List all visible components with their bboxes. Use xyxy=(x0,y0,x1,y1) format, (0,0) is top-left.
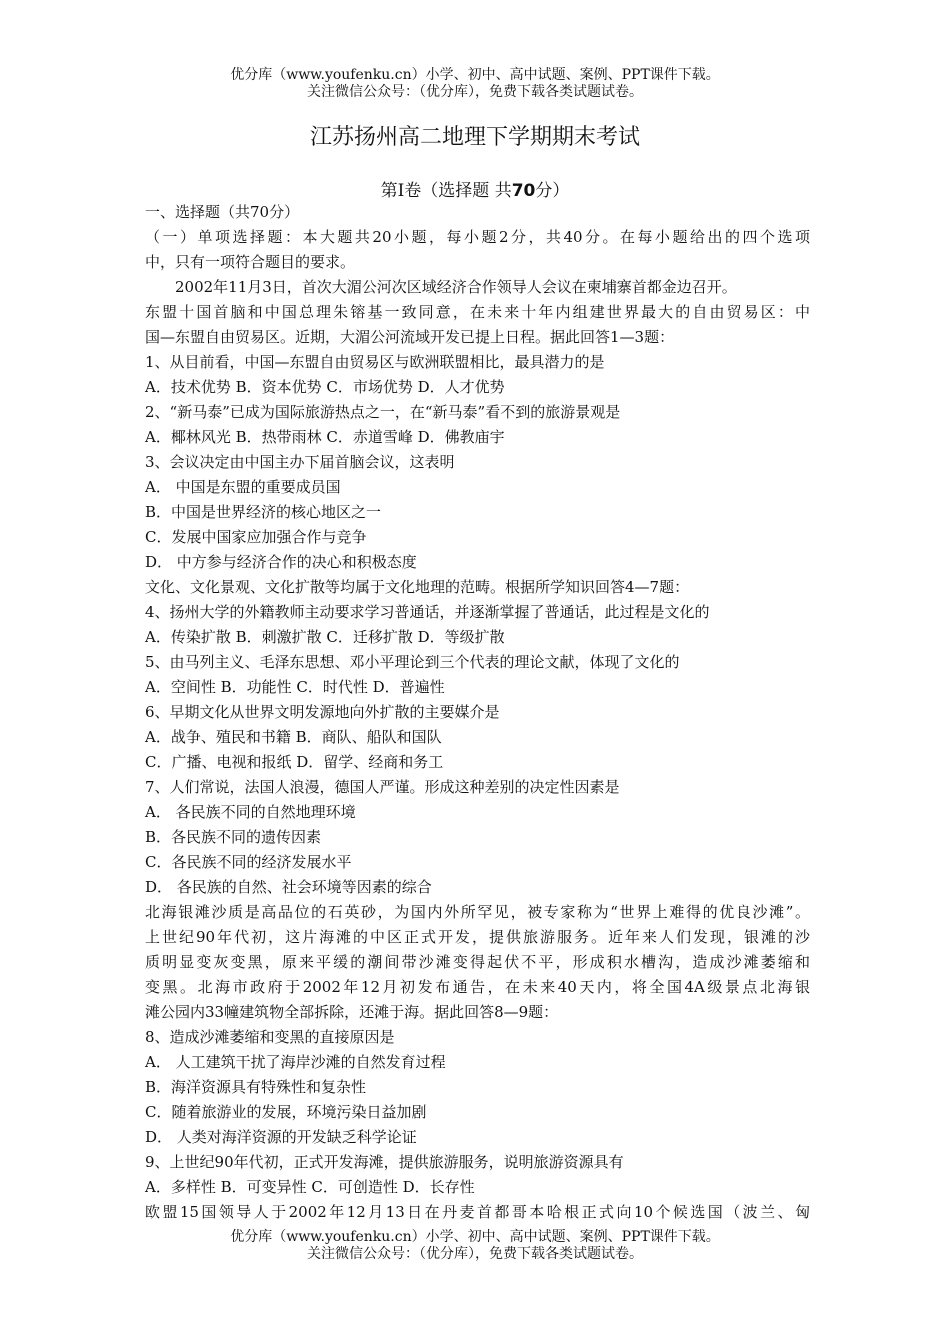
answer-options: A．技术优势 B．资本优势 C．市场优势 D．人才优势 xyxy=(145,378,505,396)
text-line: 变黑。北海市政府于2002年12月初发布通告，在未来40天内，将全国4A级景点北海银 xyxy=(145,978,810,996)
text-line: 欧盟15国领导人于2002年12月13日在丹麦首都哥本哈根正式向10个候选国（波兰、匈 xyxy=(145,1203,810,1221)
text-line: 一、选择题（共70分） xyxy=(145,203,300,221)
question-stem: 9、上世纪90年代初，正式开发海滩，提供旅游服务，说明旅游资源具有 xyxy=(145,1153,624,1171)
answer-option: B．中国是世界经济的核心地区之一 xyxy=(145,503,382,521)
text-line: 上世纪90年代初，这片海滩的中区正式开发，提供旅游服务。近年来人们发现，银滩的沙 xyxy=(145,928,810,946)
answer-option: C．各民族不同的经济发展水平 xyxy=(145,853,352,871)
page-header xyxy=(0,67,950,101)
answer-options: A．椰林风光 B．热带雨林 C．赤道雪峰 D．佛教庙宇 xyxy=(145,428,505,446)
answer-option: B．海洋资源具有特殊性和复杂性 xyxy=(145,1078,367,1096)
answer-options: A．空间性 B．功能性 C．时代性 D．普遍性 xyxy=(145,678,445,696)
header-line-1: 优分库（www.youfenku.cn）小学、初中、高中试题、案例、PPT课件下载。 xyxy=(230,67,720,83)
question-stem: 2、“新马泰”已成为国际旅游热点之一，在“新马泰”看不到的旅游景观是 xyxy=(145,403,621,421)
document-body xyxy=(145,200,810,1225)
footer-line-2: 关注微信公众号：（优分库），免费下载各类试题试卷。 xyxy=(307,1246,643,1262)
text-line: 东盟十国首脑和中国总理朱镕基一致同意，在未来十年内组建世界最大的自由贸易区：中 xyxy=(145,303,810,321)
answer-option: D． 中方参与经济合作的决心和积极态度 xyxy=(145,553,417,571)
question-stem: 1、从目前看，中国—东盟自由贸易区与欧洲联盟相比，最具潜力的是 xyxy=(145,353,605,371)
section-title xyxy=(0,176,950,201)
answer-options: A．传染扩散 B．刺激扩散 C．迁移扩散 D．等级扩散 xyxy=(145,628,505,646)
answer-option: D． 各民族的自然、社会环境等因素的综合 xyxy=(145,878,432,896)
section-title-prefix: 第Ⅰ卷（选择题 共 xyxy=(380,181,512,201)
question-stem: 7、人们常说，法国人浪漫，德国人严谨。形成这种差别的决定性因素是 xyxy=(145,778,620,796)
answer-option: B．各民族不同的遗传因素 xyxy=(145,828,322,846)
page-title: 江苏扬州高二地理下学期期末考试 xyxy=(309,125,640,150)
question-stem: 8、造成沙滩萎缩和变黑的直接原因是 xyxy=(145,1028,395,1046)
text-line: 2002年11月3日，首次大湄公河次区域经济合作领导人会议在柬埔寨首都金边召开。 xyxy=(175,278,737,296)
footer-line-1: 优分库（www.youfenku.cn）小学、初中、高中试题、案例、PPT课件下载。 xyxy=(230,1229,720,1245)
question-stem: 5、由马列主义、毛泽东思想、邓小平理论到三个代表的理论文献，体现了文化的 xyxy=(145,653,680,671)
text-line: 滩公园内33幢建筑物全部拆除，还滩于海。据此回答8—9题： xyxy=(145,1003,559,1021)
text-line: 国—东盟自由贸易区。近期，大湄公河流域开发已提上日程。据此回答1—3题： xyxy=(145,328,675,346)
text-line: 北海银滩沙质是高品位的石英砂，为国内外所罕见，被专家称为“世界上难得的优良沙滩”。 xyxy=(145,903,810,921)
answer-option: A． 各民族不同的自然地理环境 xyxy=(145,803,356,821)
text-line: 中，只有一项符合题目的要求。 xyxy=(145,253,356,271)
answer-option: A． 人工建筑干扰了海岸沙滩的自然发育过程 xyxy=(145,1053,446,1071)
question-stem: 3、会议决定由中国主办下届首脑会议，这表明 xyxy=(145,453,455,471)
answer-option: D． 人类对海洋资源的开发缺乏科学论证 xyxy=(145,1128,417,1146)
answer-option: C．随着旅游业的发展，环境污染日益加剧 xyxy=(145,1103,427,1121)
question-stem: 6、早期文化从世界文明发源地向外扩散的主要媒介是 xyxy=(145,703,500,721)
text-line: 文化、文化景观、文化扩散等均属于文化地理的范畴。根据所学知识回答4—7题： xyxy=(145,578,690,596)
answer-options: A．战争、殖民和书籍 B．商队、船队和国队 xyxy=(145,728,442,746)
answer-option: A． 中国是东盟的重要成员国 xyxy=(145,478,341,496)
answer-options: A．多样性 B．可变异性 C．可创造性 D．长存性 xyxy=(145,1178,475,1196)
text-line: 质明显变灰变黑，原来平缓的潮间带沙滩变得起伏不平，形成积水槽沟，造成沙滩萎缩和 xyxy=(145,953,810,971)
section-title-score: 70 xyxy=(511,181,536,201)
question-stem: 4、扬州大学的外籍教师主动要求学习普通话，并逐渐掌握了普通话，此过程是文化的 xyxy=(145,603,710,621)
text-line: （一）单项选择题：本大题共20小题，每小题2分，共40分。在每小题给出的四个选项 xyxy=(145,228,810,246)
answer-option: C．发展中国家应加强合作与竞争 xyxy=(145,528,367,546)
header-line-2: 关注微信公众号：（优分库），免费下载各类试题试卷。 xyxy=(307,84,643,100)
answer-options: C．广播、电视和报纸 D．留学、经商和务工 xyxy=(145,753,444,771)
section-title-suffix: 分） xyxy=(535,181,570,201)
page-footer xyxy=(0,1229,950,1263)
